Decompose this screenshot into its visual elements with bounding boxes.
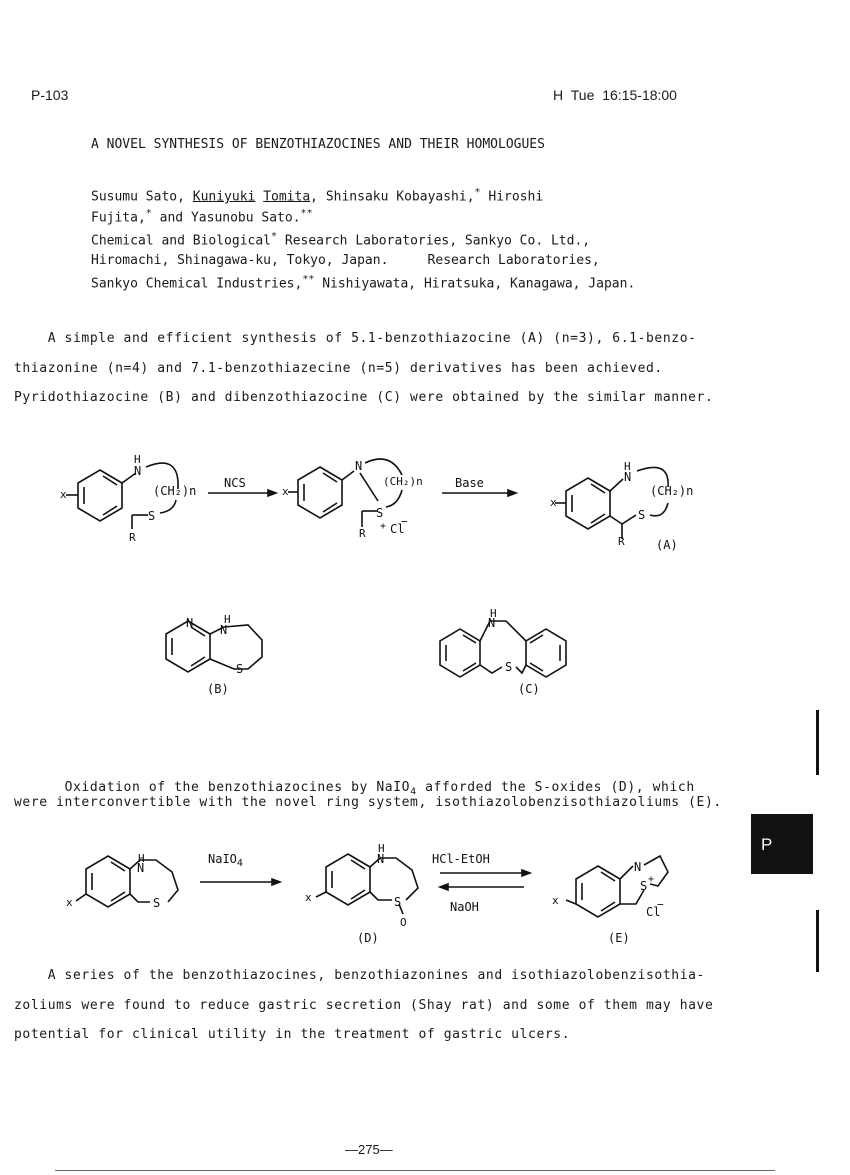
- plus-charge: +: [648, 874, 655, 885]
- compound-label-c: (C): [518, 682, 540, 696]
- presenting-author-first: Kuniyuki: [192, 189, 256, 205]
- body-text: afforded the S-oxides (D), which: [416, 780, 695, 795]
- body-line: thiazonine (n=4) and 7.1-benzothiazecine (n=5) derivatives has been achieved.: [14, 361, 663, 376]
- body-line: potential for clinical utility in the treatment of gastric ulcers.: [14, 1027, 571, 1042]
- atom-h: H: [134, 453, 141, 466]
- chain-label: (CH₂)n: [383, 475, 423, 488]
- atom-s: S: [153, 896, 161, 910]
- atom-s: S: [505, 660, 513, 674]
- substituent-r: R: [359, 527, 366, 540]
- body-line: A series of the benzothiazocines, benzothiazonines and isothiazolobenzisothia-: [14, 968, 705, 983]
- atom-n: N: [488, 616, 496, 630]
- affiliation-text: Sankyo Chemical Industries,: [91, 276, 303, 292]
- atom-s: S: [394, 895, 402, 909]
- body-line: [14, 765, 695, 798]
- oxidation-scheme: [0, 838, 740, 950]
- atom-n: N: [220, 623, 228, 637]
- atom-n: N: [137, 861, 145, 875]
- atom-s: S: [148, 509, 156, 523]
- body-line: Pyridothiazocine (B) and dibenzothiazocine (C) were obtained by the similar manner.: [14, 390, 714, 405]
- plus-charge: +: [380, 521, 387, 532]
- margin-bar: [816, 910, 819, 972]
- reagent-hcl-etoh: HCl-EtOH: [432, 852, 490, 866]
- atom-s: S: [376, 506, 384, 520]
- author-line-1: [91, 187, 543, 204]
- atom-n: N: [634, 860, 642, 874]
- author-text: Susumu Sato,: [91, 189, 193, 205]
- affiliation-line-2: Hiromachi, Shinagawa-ku, Tokyo, Japan. Research Laboratories,: [91, 253, 600, 268]
- atom-s: S: [236, 662, 244, 676]
- reagent-naio4: NaIO$_4$: [208, 852, 243, 869]
- atom-s: S: [640, 879, 648, 893]
- substituent-x: x: [66, 896, 73, 909]
- substituent-x: x: [282, 485, 289, 498]
- reagent-base: Base: [455, 476, 484, 490]
- chloride: Cl: [646, 905, 661, 919]
- affiliation-mark: *: [474, 187, 481, 198]
- chain-label: (CH₂)n: [650, 484, 694, 498]
- minus-charge: −: [657, 898, 664, 911]
- section-tab: [751, 814, 813, 874]
- substituent-r: R: [618, 535, 625, 548]
- chain-label: (CH₂)n: [153, 484, 197, 498]
- affiliation-text: Research Laboratories, Sankyo Co. Ltd.,: [277, 233, 591, 249]
- body-text: Oxidation of the benzothiazocines by NaIO: [30, 780, 411, 795]
- compound-label-a: (A): [656, 538, 678, 552]
- atom-n: N: [186, 616, 194, 630]
- affiliation-line-1: [91, 231, 590, 248]
- substituent-r: R: [129, 531, 136, 544]
- reagent-ncs: NCS: [224, 476, 246, 490]
- subscript: 4: [410, 786, 417, 798]
- author-text: , Shinsaku Kobayashi,: [310, 189, 475, 205]
- thiazocine-ring: [480, 621, 526, 641]
- author-text: Fujita,: [91, 210, 146, 226]
- body-line: were interconvertible with the novel ring system, isothiazolobenzisothiazoliums (E).: [14, 795, 722, 810]
- substituent-x: x: [552, 894, 559, 907]
- substituent-x: x: [60, 488, 67, 501]
- substituent-x: x: [305, 891, 312, 904]
- affiliation-mark: **: [300, 208, 313, 219]
- page-number: ―275―: [345, 1142, 393, 1157]
- abstract-code: P-103: [31, 87, 69, 103]
- affiliation-text: Nishiyawata, Hiratsuka, Kanagawa, Japan.: [314, 276, 636, 292]
- author-text: Hiroshi: [480, 189, 544, 205]
- atom-n: N: [134, 464, 142, 478]
- substituent-x: x: [550, 496, 557, 509]
- minus-charge: −: [401, 515, 408, 528]
- atom-n: N: [377, 852, 385, 866]
- margin-bar: [816, 710, 819, 775]
- atom-h: H: [224, 613, 231, 626]
- atom-h: H: [378, 842, 385, 855]
- reagent-naoh: NaOH: [450, 900, 479, 914]
- atom-h: H: [138, 852, 145, 865]
- compound-label-d: (D): [357, 931, 379, 945]
- affiliation-line-3: [91, 274, 635, 291]
- oxygen-atom: O: [400, 916, 407, 929]
- chloride: Cl: [390, 522, 405, 536]
- body-line: A simple and efficient synthesis of 5.1-benzothiazocine (A) (n=3), 6.1-benzo-: [14, 331, 697, 346]
- atom-n: N: [624, 470, 632, 484]
- atom-h: H: [624, 460, 631, 473]
- author-line-2: [91, 208, 313, 225]
- compound-label-b: (B): [207, 682, 229, 696]
- atom-n: N: [355, 459, 363, 473]
- affiliation-mark: *: [145, 208, 152, 219]
- synthesis-scheme: [0, 445, 760, 705]
- affiliation-text: Chemical and Biological: [91, 233, 272, 249]
- isothiazole-ring: [620, 866, 633, 879]
- presenting-author-last: Tomita: [263, 189, 311, 205]
- affiliation-mark: *: [271, 231, 278, 242]
- paper-title: A NOVEL SYNTHESIS OF BENZOTHIAZOCINES AND THEIR HOMOLOGUES: [91, 137, 545, 152]
- author-text: and Yasunobu Sato.: [151, 210, 301, 226]
- compound-label-e: (E): [608, 931, 630, 945]
- atom-h: H: [490, 607, 497, 620]
- session-time: H Tue 16:15-18:00: [553, 87, 677, 103]
- body-line: zoliums were found to reduce gastric secretion (Shay rat) and some of them may have: [14, 998, 714, 1013]
- section-tab-label: P: [761, 835, 773, 854]
- atom-s: S: [638, 508, 646, 522]
- bottom-rule: [55, 1170, 775, 1171]
- affiliation-mark: **: [302, 274, 315, 285]
